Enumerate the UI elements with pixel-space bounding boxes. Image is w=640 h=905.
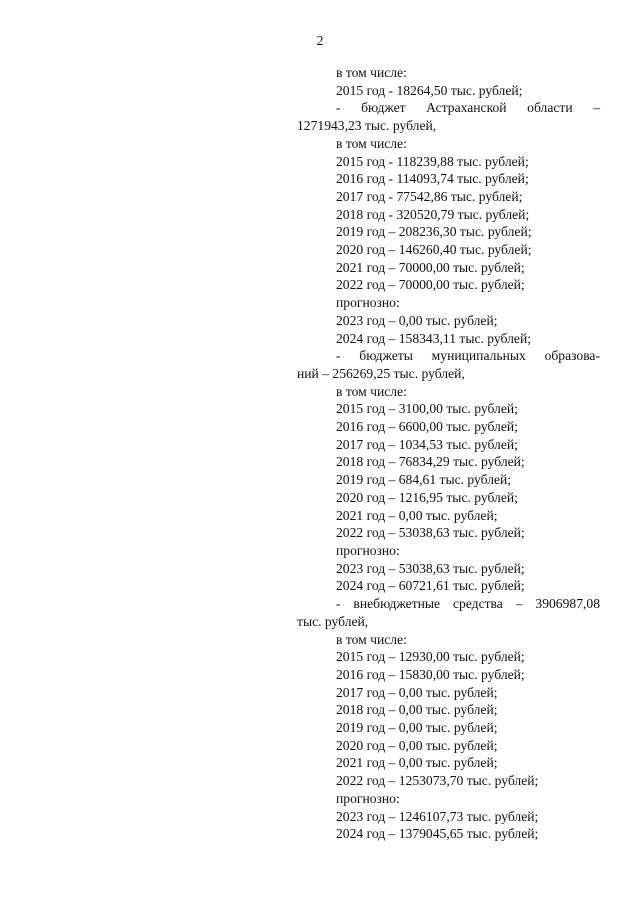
text-line: 2024 год – 158343,11 тыс. рублей; [336,330,531,346]
text-line: 2016 год – 15830,00 тыс. рублей; [336,666,525,682]
text-line: 2020 год – 146260,40 тыс. рублей; [336,242,532,258]
text-line: - бюджеты муниципальных образова- [336,348,600,364]
page-number: 2 [316,33,324,48]
text-line: 2016 год - 114093,74 тыс. рублей; [336,171,529,187]
text-line: в том числе: [336,65,407,80]
text-line: 2021 год – 0,00 тыс. рублей; [336,507,498,523]
text-line: 2016 год – 6600,00 тыс. рублей; [336,419,518,435]
text-line: тыс. рублей, [297,613,369,629]
text-line: 2021 год – 70000,00 тыс. рублей; [336,259,525,275]
text-line: 2024 год – 60721,61 тыс. рублей; [336,578,525,594]
text-line: в том числе: [336,631,407,647]
text-line: 2020 год – 0,00 тыс. рублей; [336,737,498,753]
text-line: 2017 год – 0,00 тыс. рублей; [336,684,498,700]
text-line: 2023 год – 53038,63 тыс. рублей; [336,560,525,576]
text-line: 2020 год – 1216,95 тыс. рублей; [336,489,518,505]
text-line: 2019 год – 684,61 тыс. рублей; [336,472,512,488]
text-line: 2023 год – 0,00 тыс. рублей; [336,312,498,328]
text-line: 2018 год – 0,00 тыс. рублей; [336,702,498,718]
text-line: 2018 год - 320520,79 тыс. рублей; [336,206,530,222]
text-line: 2015 год – 3100,00 тыс. рублей; [336,401,518,417]
text-line: 1271943,23 тыс. рублей, [297,118,437,134]
text-line: 2015 год - 18264,50 тыс. рублей; [336,82,523,98]
text-line: в том числе: [336,135,407,151]
text-line: 2023 год – 1246107,73 тыс. рублей; [336,808,539,824]
text-line: - внебюджетные средства – 3906987,08 [336,596,600,612]
text-line: 2024 год – 1379045,65 тыс. рублей; [336,826,539,842]
text-line: прогнозно: [336,542,400,558]
text-line: прогнозно: [336,790,400,806]
text-line: 2017 год – 1034,53 тыс. рублей; [336,436,518,452]
text-line: в том числе: [336,383,407,399]
text-line: 2018 год – 76834,29 тыс. рублей; [336,454,525,470]
text-line: 2017 год - 77542,86 тыс. рублей; [336,188,523,204]
text-line: 2015 год – 12930,00 тыс. рублей; [336,649,525,665]
text-line: 2022 год – 53038,63 тыс. рублей; [336,525,525,541]
text-line: 2019 год – 0,00 тыс. рублей; [336,720,498,736]
text-line: 2022 год – 1253073,70 тыс. рублей; [336,773,539,789]
funding-text-block [297,64,600,843]
text-line: 2021 год – 0,00 тыс. рублей; [336,755,498,771]
text-line: 2019 год – 208236,30 тыс. рублей; [336,224,532,240]
text-line: ний – 256269,25 тыс. рублей, [297,365,465,381]
text-line: 2022 год – 70000,00 тыс. рублей; [336,277,525,293]
text-line: 2015 год - 118239,88 тыс. рублей; [336,153,529,169]
text-line: - бюджет Астраханской области – [336,100,600,116]
text-line: прогнозно: [336,295,400,311]
